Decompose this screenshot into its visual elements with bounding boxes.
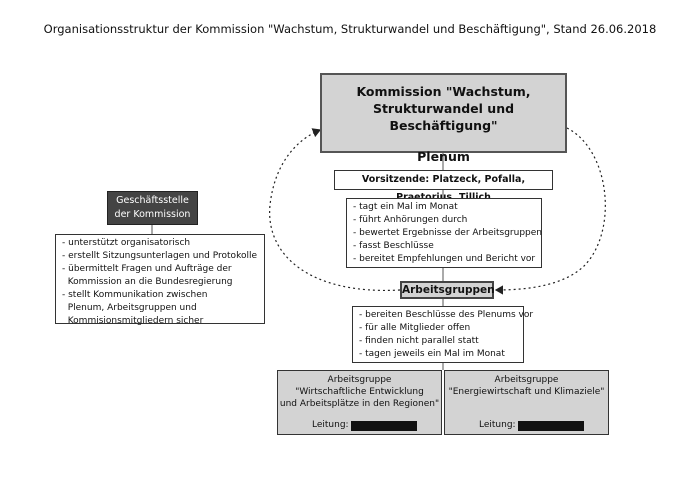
list-item: - stellt Kommunikation zwischen bbox=[62, 290, 208, 300]
ag1-leitung-label: Leitung: bbox=[312, 420, 349, 430]
ag1-name-line2: und Arbeitsplätze in den Regionen" bbox=[279, 399, 440, 409]
arbeitsgruppe-1-box bbox=[277, 370, 442, 435]
geschaeftsstelle-line1: Geschäftsstelle bbox=[116, 195, 189, 206]
list-item: Kommisionsmitgliedern sicher bbox=[62, 316, 204, 326]
list-item: - führt Anhörungen durch bbox=[353, 215, 468, 225]
list-item: - bewertet Ergebnisse der Arbeitsgruppen bbox=[353, 228, 543, 238]
list-item: - unterstützt organisatorisch bbox=[62, 238, 191, 248]
list-item: - tagen jeweils ein Mal im Monat bbox=[359, 349, 505, 359]
list-item: Kommission an die Bundesregierung bbox=[62, 277, 233, 287]
list-item: - für alle Mitglieder offen bbox=[359, 323, 471, 333]
plenum-tasks-box bbox=[346, 198, 542, 268]
list-item: - bereiten Beschlüsse des Plenums vor bbox=[359, 310, 534, 320]
vorsitzende-box: Vorsitzende: Platzeck, Pofalla, bbox=[334, 170, 553, 190]
page-title: Organisationsstruktur der Kommission "Wachstum, Strukturwandel und Beschäftigung", Stand 26.06.2018 bbox=[43, 22, 657, 36]
list-item: - tagt ein Mal im Monat bbox=[353, 202, 458, 212]
geschaeftsstelle-line2: der Kommission bbox=[114, 209, 191, 220]
redacted-name bbox=[351, 421, 417, 431]
arbeitsgruppen-box: Arbeitsgruppen bbox=[400, 281, 494, 299]
arbeitsgruppe-2-box bbox=[444, 370, 609, 435]
geschaeftsstelle-tasks-box bbox=[55, 234, 265, 324]
list-item: - finden nicht parallel statt bbox=[359, 336, 479, 346]
ag2-name-line1: "Energiewirtschaft und Klimaziele" bbox=[448, 387, 605, 397]
ag2-leitung-label: Leitung: bbox=[479, 420, 516, 430]
list-item: - erstellt Sitzungsunterlagen und Protokolle bbox=[62, 251, 258, 261]
plenum-label: Plenum bbox=[417, 149, 470, 164]
list-item: - bereitet Empfehlungen und Bericht vor bbox=[353, 254, 536, 264]
list-item: Plenum, Arbeitsgruppen und bbox=[62, 303, 197, 313]
ag2-title: Arbeitsgruppe bbox=[494, 375, 559, 385]
geschaeftsstelle-box bbox=[107, 191, 198, 225]
ag1-title: Arbeitsgruppe bbox=[327, 375, 392, 385]
redacted-name bbox=[518, 421, 584, 431]
kommission-title-line1: Kommission "Wachstum, bbox=[356, 84, 531, 99]
kommission-title-line2: Strukturwandel und Beschäftigung" bbox=[372, 101, 515, 133]
ag1-name-line1: "Wirtschaftliche Entwicklung bbox=[295, 387, 424, 397]
list-item: - übermittelt Fragen und Aufträge der bbox=[62, 264, 232, 274]
kommission-plenum-box bbox=[320, 73, 567, 164]
arbeitsgruppen-tasks-box bbox=[352, 306, 534, 363]
list-item: - fasst Beschlüsse bbox=[353, 241, 434, 251]
